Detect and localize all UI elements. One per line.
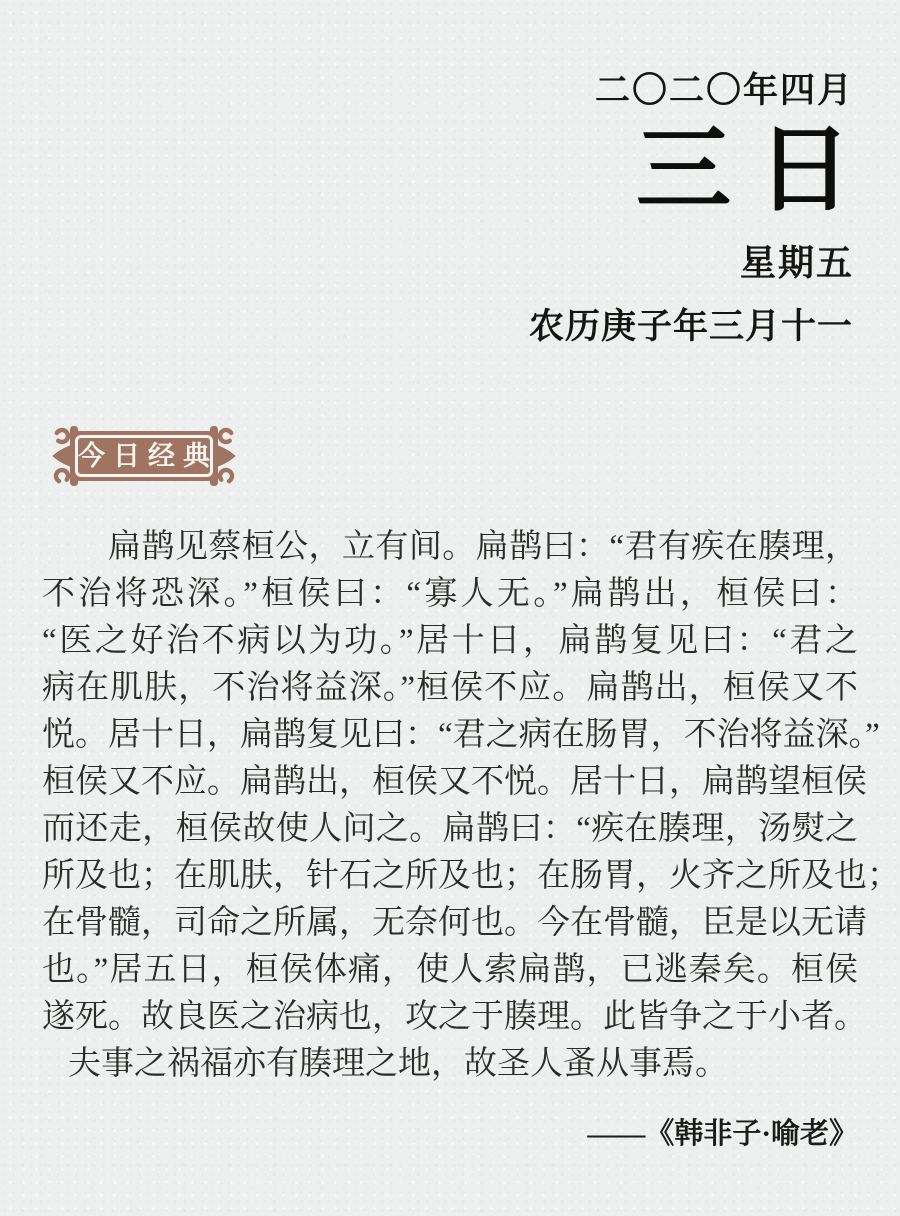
badge-plaque xyxy=(71,431,217,481)
article-line: 而还走，桓侯故使人问之。扁鹊曰：“疾在腠理，汤熨之 xyxy=(42,811,858,847)
article-line: 扁鹊见蔡桓公，立有间。扁鹊曰：“君有疾在腠理， xyxy=(108,529,858,565)
badge-label: 今日经典 xyxy=(78,440,218,471)
date-header xyxy=(528,70,878,348)
article-line: “医之好治不病以为功。”居十日，扁鹊复见曰：“君之 xyxy=(42,623,858,659)
article-line: 夫事之祸福亦有腠理之地，故圣人蚤从事焉。 xyxy=(68,1046,728,1082)
article-line: 也。”居五日，桓侯体痛，使人索扁鹊，已逃秦矣。桓侯 xyxy=(42,952,858,988)
article-line: 桓侯又不应。扁鹊出，桓侯又不悦。居十日，扁鹊望桓侯 xyxy=(42,764,867,800)
day-text: 三日 xyxy=(635,117,878,223)
article-text xyxy=(42,524,900,1152)
article-line: 遂死。故良医之治病也，攻之于腠理。此皆争之于小者。 xyxy=(42,999,867,1035)
classic-badge xyxy=(51,425,237,487)
weekday-text: 星期五 xyxy=(739,243,854,283)
attribution-text: ——《韩非子·喻老》 xyxy=(587,1118,858,1150)
article-line: 不治将恐深。”桓侯曰：“寡人无。”扁鹊出，桓侯曰： xyxy=(42,576,858,612)
year-month-text: 二〇二〇年四月 xyxy=(594,71,854,110)
lunar-date-text: 农历庚子年三月十一 xyxy=(528,307,853,346)
article-line: 悦。居十日，扁鹊复见曰：“君之病在肠胃，不治将益深。” xyxy=(42,717,880,753)
article-line: 所及也；在肌肤，针石之所及也；在肠胃，火齐之所及也； xyxy=(42,858,900,894)
article-line: 病在肌肤，不治将益深。”桓侯不应。扁鹊出，桓侯又不 xyxy=(42,670,858,706)
article-line: 在骨髓，司命之所属，无奈何也。今在骨髓，臣是以无请 xyxy=(42,905,867,941)
